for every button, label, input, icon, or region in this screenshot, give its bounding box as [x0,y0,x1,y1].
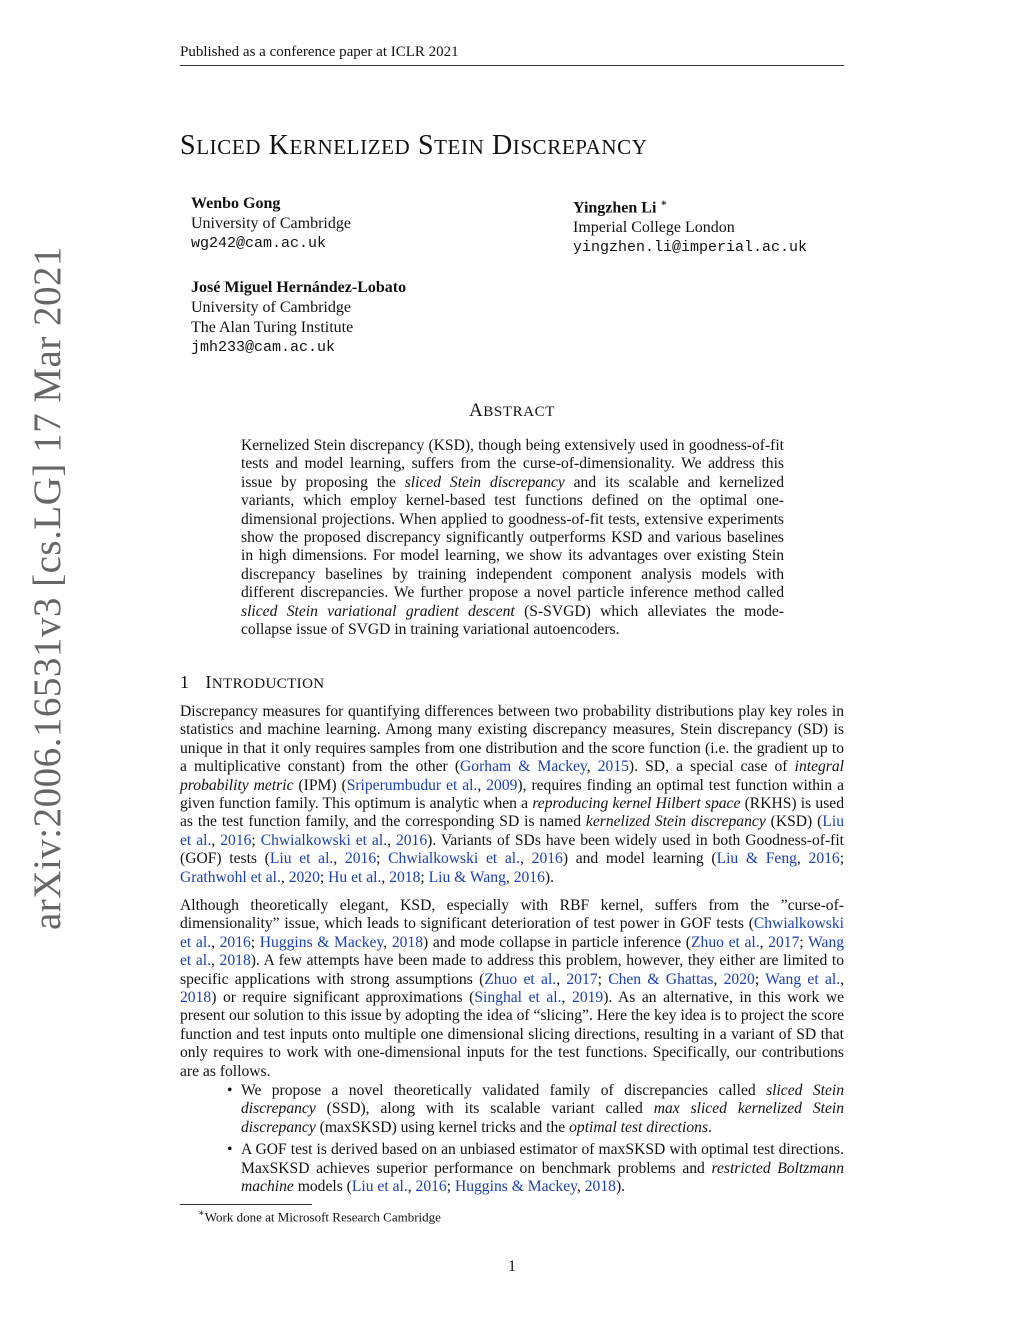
punctuation: , [211,831,221,849]
citation-year-link[interactable]: 2016 [808,850,840,868]
citation-year-link[interactable]: 2016 [219,933,251,951]
title-letter: S [180,130,197,161]
section-heading-cap: I [205,672,212,692]
emphasis: restricted Boltzmann machine [241,1159,844,1196]
punctuation: , [280,868,289,886]
author-name: Wenbo Gong [191,195,281,212]
citation-link[interactable]: Liu et al. [351,1178,408,1196]
intro-paragraph-2 [180,897,844,1081]
author-name [573,194,807,218]
author-email: wg242@cam.ac.uk [191,235,327,252]
text-run: ), requires finding an optimal test function within a given function family. This optimum is analytic when a [180,776,845,813]
author-block-gong [191,194,351,254]
text-run: . [708,1118,712,1136]
bullet-marker: • [227,1082,233,1099]
citation-year-link[interactable]: 2018 [219,952,251,970]
punctuation: , [381,868,390,886]
author-affiliation: Imperial College London [573,219,735,237]
citation-link[interactable]: Liu & Feng [716,850,797,868]
citation-year-link[interactable]: 2018 [180,989,212,1007]
page-number: 1 [508,1258,516,1275]
arxiv-stamp: arXiv:2006.16531v3 [cs.LG] 17 Mar 2021 [26,245,69,930]
punctuation: , [713,970,724,988]
title-word: ISCREPANCY [512,135,648,159]
author-email: yingzhen.li@imperial.ac.uk [573,239,808,257]
emphasis: kernelized Stein discrepancy [585,813,766,831]
citation-year-link[interactable]: 2017 [768,933,800,951]
citation-link[interactable]: Hu et al. [328,868,382,886]
citation-link[interactable]: Liu et al. [269,850,334,868]
punctuation: , [520,850,532,868]
citation-link[interactable]: Zhuo et al. [691,933,760,951]
text-run: (IPM) ( [293,776,347,794]
punctuation: , [840,970,845,988]
citation-year-link[interactable]: 2016 [344,850,377,868]
citation-year-link[interactable]: 2018 [389,868,421,886]
emphasis: optimal test directions [569,1118,709,1136]
author-email: jmh233@cam.ac.uk [191,339,336,356]
text-run: ). [615,1178,626,1196]
intro-paragraph-1 [180,703,844,887]
punctuation: ; [319,868,329,886]
title-word: TEIN [434,135,485,159]
citation-year-link[interactable]: 2015 [597,758,629,776]
author-affiliation: University of Cambridge [191,299,351,316]
text-run: We propose a novel theoretically validated family of discrepancies called [241,1082,767,1099]
paragraph [180,897,844,1081]
citation-link[interactable]: Zhuo et al. [484,970,557,988]
citation-year-link[interactable]: 2020 [288,868,320,886]
punctuation: ; [420,868,429,886]
citation-year-link[interactable]: 2016 [531,850,563,868]
list-item [180,1082,844,1137]
citation-link[interactable]: Sriperumbudur et al. [346,776,478,794]
author-block-li [573,194,807,258]
text-run: models ( [293,1178,352,1196]
punctuation: , [407,1178,416,1196]
citation-link[interactable]: Chwialkowski et al. [180,915,844,951]
abstract-emphasis: sliced Stein discrepancy [404,473,565,491]
list-item [180,1141,844,1196]
abstract-heading-rest: BSTRACT [483,404,556,420]
author-name-text: Yingzhen Li [573,199,657,217]
emphasis: max sliced kernelized Stein discrepancy [241,1100,844,1136]
punctuation: ; [250,933,260,951]
punctuation: , [759,933,769,951]
citation-year-link[interactable]: 2020 [723,970,755,988]
text-run: ) and model learning ( [562,850,717,868]
footnote-marker: ∗ [198,1208,205,1219]
punctuation: , [211,952,220,970]
footnote-text: Work done at Microsoft Research Cambridge [204,1209,441,1225]
abstract-run: Kernelized Stein discrepancy (KSD), though being extensively used in goodness-of-fit tests and model learning, suffers from the curse-of-dimensionality. We address this issue by proposing the [241,437,784,491]
text-run: A GOF test is derived based on an unbiased estimator of maxSKSD with optimal test directions. MaxSKSD achieves superior performance on benchmark problems and [241,1141,844,1177]
citation-year-link[interactable]: 2016 [415,1178,447,1196]
punctuation: , [211,933,220,951]
punctuation: , [561,989,573,1007]
section-number: 1 [180,672,190,692]
punctuation: ; [446,1178,455,1196]
citation-link[interactable]: Chwialkowski et al. [388,850,521,868]
punctuation: ; [754,970,766,988]
citation-link[interactable]: Gorham & Mackey [460,758,587,776]
punctuation: ; [251,831,261,849]
citation-link[interactable]: Singhal et al. [474,989,562,1007]
punctuation: ; [839,850,845,868]
citation-link[interactable]: Wang et al. [765,970,841,988]
citation-year-link[interactable]: 2017 [566,970,598,988]
citation-link[interactable]: Grathwohl et al. [180,868,281,886]
title-word: LICED [196,135,262,159]
citation-year-link[interactable]: 2016 [220,831,252,849]
citation-link[interactable]: Huggins & Mackey [259,933,384,951]
title-letter: K [268,130,290,161]
citation-link[interactable]: Wang et al. [180,933,845,970]
text-run: ) or require significant approximations ( [211,989,475,1007]
citation-link[interactable]: Liu et al. [180,813,844,849]
punctuation: , [387,831,396,849]
emphasis: integral probability metric [180,758,844,794]
citation-link[interactable]: Chwialkowski et al. [260,831,388,849]
title-letter: D [491,130,513,161]
text-run: Discrepancy measures for quantifying differences between two probability distributions play key roles in statistics and machine learning. Among many existing discrepancy measures, Stein discrepancy (SD) is unique in that it only requires samples from one distribution and the score function (i.e. the gradient up to a multiplicative constant) from the other ( [180,703,844,776]
section-heading-rest: NTRODUCTION [211,676,325,692]
text-run: ). SD, a special case of [628,758,795,776]
author-affiliation: The Alan Turing Institute [191,319,354,336]
citation-year-link[interactable]: 2016 [513,868,545,886]
text-run: (maxSKSD) using kernel tricks and the [315,1118,570,1136]
text-run: ). [544,868,554,886]
punctuation: ; [376,850,389,868]
punctuation: , [576,1178,585,1196]
citation-link[interactable]: Chen & Ghattas [608,970,714,988]
citation-year-link[interactable]: 2018 [391,933,423,951]
paragraph [180,703,844,887]
abstract-text [241,437,784,639]
contribution-list [180,1082,844,1200]
footnote-marker: ∗ [660,198,668,209]
section-heading-introduction [180,672,325,693]
citation-link[interactable]: Huggins & Mackey [454,1178,577,1196]
citation-year-link[interactable]: 2018 [584,1178,616,1196]
text-run: Although theoretically elegant, KSD, especially with RBF kernel, suffers from the ”curse-of-dimensionality” issue, which leads to significant deterioration of test power in GOF tests ( [180,897,844,933]
punctuation: , [505,868,514,886]
citation-year-link[interactable]: 2016 [395,831,428,849]
abstract-heading [0,400,1024,422]
emphasis: sliced Stein discrepancy [241,1082,845,1118]
text-run: (SSD), along with its scalable variant called [315,1100,654,1118]
abstract-run: (S-SVGD) which alleviates the mode-collapse issue of SVGD in training variational autoencoders. [241,602,785,639]
author-affiliation: University of Cambridge [191,215,351,232]
author-name: José Miguel Hernández-Lobato [191,279,407,296]
bullet-marker: • [227,1141,233,1159]
punctuation: ; [799,933,809,951]
citation-year-link[interactable]: 2019 [572,989,604,1007]
punctuation: , [586,758,598,776]
text-run: ). Variants of SDs have been widely used in both Goodness-of-fit (GOF) tests ( [180,831,845,868]
punctuation: , [556,970,567,988]
footnote [198,1208,441,1225]
abstract-run: and its scalable and kernelized variants, which employ kernel-based test functions defined on the optimal one-dimensional projections. When applied to goodness-of-fit tests, extensive experiments show the proposed discrepancy significantly outperforms KSD and various baselines in high dimensions. For model learning, we show its advantages over existing Stein discrepancy baselines by training independent component analysis models with different discrepancies. We further propose a novel particle inference method called [241,473,784,602]
abstract-heading-cap: A [468,400,484,421]
text-run: ) and mode collapse in particle inference ( [423,933,692,951]
abstract-emphasis: sliced Stein variational gradient descent [241,602,515,620]
citation-year-link[interactable]: 2009 [486,776,518,794]
punctuation: , [383,933,392,951]
text-run: (RKHS) is used as the test function family, and the corresponding SD is named [180,795,844,831]
text-run: ). As an alternative, in this work we present our solution to this issue by adopting the idea of “slicing”. Here the key idea is to project the score function and test inputs onto multiple one dimensional slicing directions, resulting in a variant of SD that only requires to work with one-dimensional inputs for the test functions. Specifically, our contributions are as follows. [180,989,844,1080]
title-letter: S [417,130,435,161]
punctuation: , [796,850,809,868]
emphasis: reproducing kernel Hilbert space [532,795,741,813]
punctuation: , [477,776,487,794]
punctuation: ; [597,970,609,988]
running-header: Published as a conference paper at ICLR 2021 [180,44,844,66]
text-run: (KSD) ( [765,813,823,831]
text-run: ). A few attempts have been made to address this problem, however, they either are limited to specific applications with strong assumptions ( [180,952,845,988]
paper-title [180,130,648,162]
title-word: ERNELIZED [289,135,411,159]
footnote-divider [180,1204,312,1205]
author-block-hernandez-lobato [191,278,406,358]
citation-link[interactable]: Liu & Wang [428,868,506,886]
punctuation: , [333,850,345,868]
